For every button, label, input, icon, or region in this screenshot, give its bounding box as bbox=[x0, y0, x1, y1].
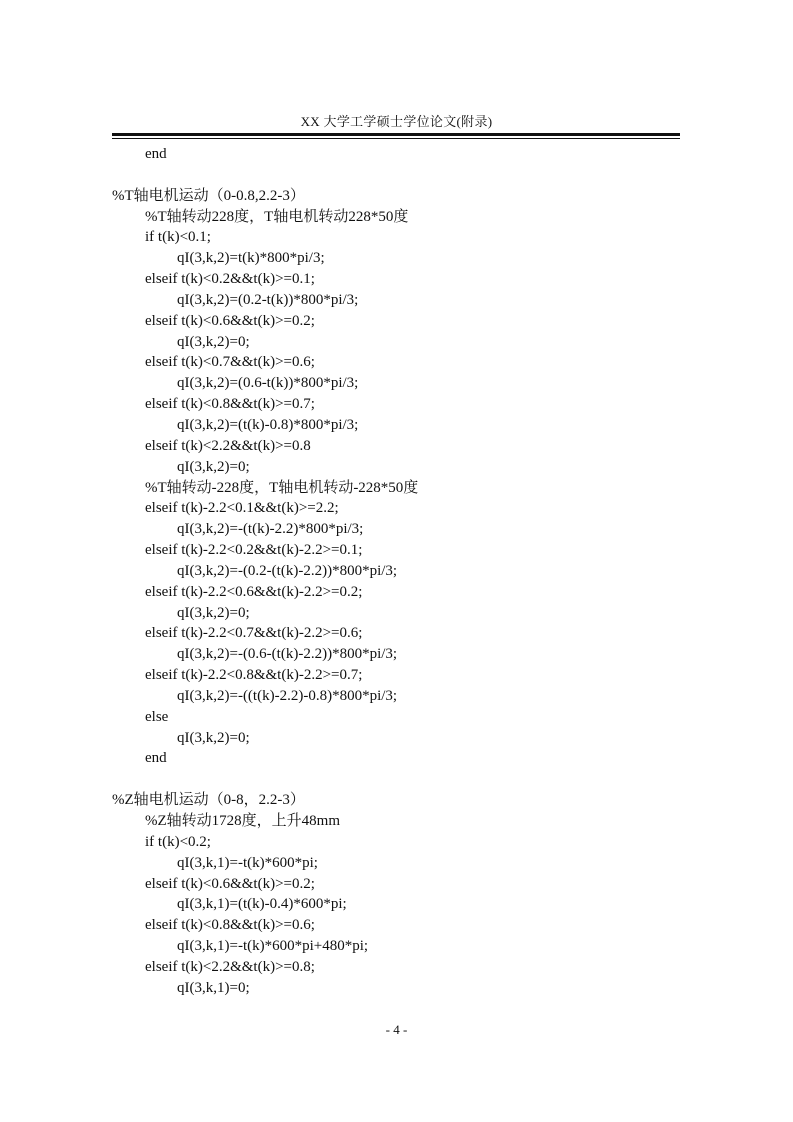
code-line: elseif t(k)-2.2<0.7&&t(k)-2.2>=0.6; bbox=[145, 625, 363, 642]
code-line: qI(3,k,2)=t(k)*800*pi/3; bbox=[177, 250, 325, 267]
code-line: qI(3,k,2)=0; bbox=[177, 458, 250, 475]
code-listing bbox=[0, 144, 793, 999]
code-line: %Z轴转动1728度，上升48mm bbox=[145, 813, 340, 829]
code-line: qI(3,k,1)=(t(k)-0.4)*600*pi; bbox=[177, 896, 347, 913]
blank-line bbox=[0, 165, 793, 186]
code-line: end bbox=[145, 146, 167, 162]
code-line: qI(3,k,2)=-(0.6-(t(k)-2.2))*800*pi/3; bbox=[177, 646, 398, 663]
code-line: qI(3,k,2)=-(t(k)-2.2)*800*pi/3; bbox=[177, 521, 364, 538]
code-line: elseif t(k)<2.2&&t(k)>=0.8 bbox=[145, 437, 311, 454]
code-line: %Z轴电机运动（0-8，2.2-3） bbox=[112, 792, 305, 809]
code-line: end bbox=[145, 750, 167, 767]
code-line: qI(3,k,2)=0; bbox=[177, 604, 250, 621]
header-rule-thick bbox=[112, 133, 680, 136]
header-rule-thin bbox=[112, 138, 680, 139]
code-line: qI(3,k,2)=-((t(k)-2.2)-0.8)*800*pi/3; bbox=[177, 687, 398, 704]
code-line: elseif t(k)<0.8&&t(k)>=0.7; bbox=[145, 396, 315, 413]
page-number: - 4 - bbox=[385, 1022, 408, 1037]
code-line: qI(3,k,1)=0; bbox=[177, 979, 250, 996]
code-line: elseif t(k)<0.2&&t(k)>=0.1; bbox=[145, 271, 315, 288]
code-line: %T轴转动228度，T轴电机转动228*50度 bbox=[145, 208, 409, 225]
blank-line bbox=[0, 769, 793, 790]
code-line: elseif t(k)-2.2<0.8&&t(k)-2.2>=0.7; bbox=[145, 667, 363, 684]
code-line: qI(3,k,2)=0; bbox=[177, 333, 250, 350]
code-line: qI(3,k,1)=-t(k)*600*pi+480*pi; bbox=[177, 938, 369, 955]
code-line: if t(k)<0.2; bbox=[145, 833, 211, 850]
code-line: qI(3,k,1)=-t(k)*600*pi; bbox=[177, 854, 318, 871]
code-line: qI(3,k,2)=(0.6-t(k))*800*pi/3; bbox=[177, 375, 359, 392]
code-line: elseif t(k)<0.8&&t(k)>=0.6; bbox=[145, 917, 315, 934]
running-header: XX 大学工学硕士学位论文(附录) bbox=[300, 114, 493, 129]
code-line: qI(3,k,2)=(0.2-t(k))*800*pi/3; bbox=[177, 291, 359, 308]
code-line: elseif t(k)<0.6&&t(k)>=0.2; bbox=[145, 312, 315, 329]
code-line: elseif t(k)<0.7&&t(k)>=0.6; bbox=[145, 354, 315, 371]
code-line: else bbox=[145, 708, 169, 725]
code-line: %T轴电机运动（0-0.8,2.2-3） bbox=[112, 187, 305, 204]
code-line: elseif t(k)-2.2<0.1&&t(k)>=2.2; bbox=[145, 500, 339, 517]
code-line: elseif t(k)-2.2<0.2&&t(k)-2.2>=0.1; bbox=[145, 542, 363, 559]
code-line: elseif t(k)-2.2<0.6&&t(k)-2.2>=0.2; bbox=[145, 583, 363, 600]
code-line: qI(3,k,2)=-(0.2-(t(k)-2.2))*800*pi/3; bbox=[177, 562, 398, 579]
code-line: elseif t(k)<0.6&&t(k)>=0.2; bbox=[145, 875, 315, 892]
code-line: elseif t(k)<2.2&&t(k)>=0.8; bbox=[145, 958, 315, 975]
code-line: if t(k)<0.1; bbox=[145, 229, 211, 246]
code-line: qI(3,k,2)=(t(k)-0.8)*800*pi/3; bbox=[177, 416, 359, 433]
code-line: %T轴转动-228度，T轴电机转动-228*50度 bbox=[145, 479, 419, 496]
code-line: qI(3,k,2)=0; bbox=[177, 729, 250, 746]
